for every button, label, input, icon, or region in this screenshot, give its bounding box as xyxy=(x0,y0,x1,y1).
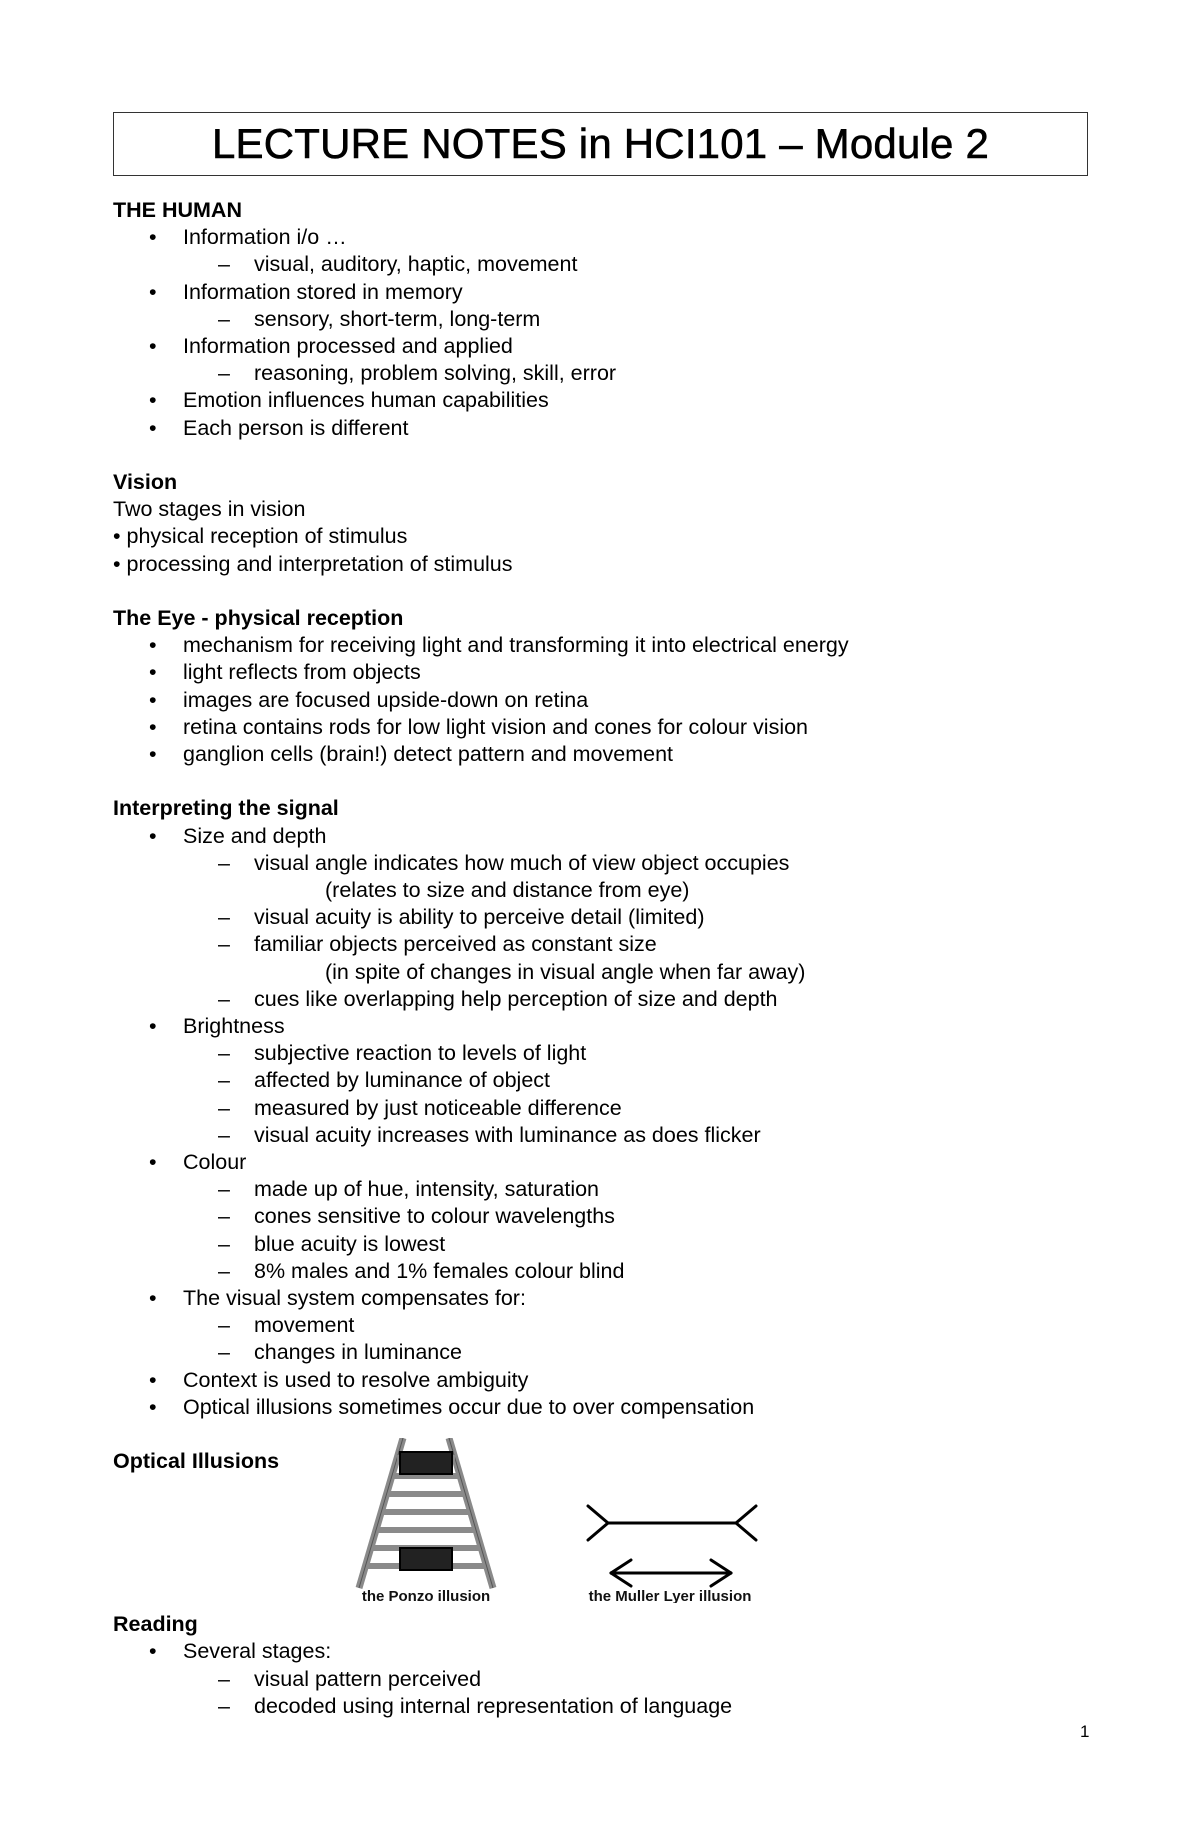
sub-bullet-item: – subjective reaction to levels of light xyxy=(113,1040,1088,1067)
bullet-item: • Information i/o … xyxy=(113,224,1088,251)
bullet-item: • mechanism for receiving light and transforming it into electrical energy xyxy=(113,632,1088,659)
sub-bullet-item: – changes in luminance xyxy=(113,1339,1088,1366)
bullet-item: • Optical illusions sometimes occur due to over compensation xyxy=(113,1394,1088,1421)
sub-bullet-note: (relates to size and distance from eye) xyxy=(325,878,690,903)
sub-bullet-item: – 8% males and 1% females colour blind xyxy=(113,1258,1088,1285)
bullet-item: • Context is used to resolve ambiguity xyxy=(113,1367,1088,1394)
paragraph-line: • physical reception of stimulus xyxy=(113,524,408,549)
notes-content xyxy=(113,197,1088,1720)
bullet-item: • The visual system compensates for: xyxy=(113,1285,1088,1312)
section-heading-signal: Interpreting the signal xyxy=(113,796,339,821)
ponzo-caption: the Ponzo illusion xyxy=(361,1588,491,1604)
section-heading-vision: Vision xyxy=(113,470,178,495)
page-number: 1 xyxy=(1080,1722,1090,1741)
sub-bullet-item: – cones sensitive to colour wavelengths xyxy=(113,1203,1088,1230)
bullet-item: • Emotion influences human capabilities xyxy=(113,387,1088,414)
bullet-item: • Information stored in memory xyxy=(113,279,1088,306)
sub-bullet-item: – visual, auditory, haptic, movement xyxy=(113,251,1088,278)
bullet-item: • Brightness xyxy=(113,1013,1088,1040)
bullet-item: • light reflects from objects xyxy=(113,659,1088,686)
title-box xyxy=(113,112,1088,176)
muller-lyer-illusion-figure xyxy=(586,1493,786,1603)
sub-bullet-item: – cues like overlapping help perception of size and depth xyxy=(113,986,1088,1013)
ponzo-illusion-figure xyxy=(341,1438,511,1603)
sub-bullet-item: – blue acuity is lowest xyxy=(113,1231,1088,1258)
muller-lyer-caption: the Muller Lyer illusion xyxy=(588,1588,752,1604)
paragraph-line: • processing and interpretation of stimulus xyxy=(113,551,513,576)
bullet-item: • Information processed and applied xyxy=(113,333,1088,360)
page-title: LECTURE NOTES in HCI101 – Module 2 xyxy=(211,120,990,167)
bullet-item: • Size and depth xyxy=(113,823,1088,850)
sub-bullet-item: – measured by just noticeable difference xyxy=(113,1095,1088,1122)
bullet-item: • retina contains rods for low light vision and cones for colour vision xyxy=(113,714,1088,741)
sub-bullet-item: – familiar objects perceived as constant size xyxy=(113,931,1088,958)
optical-illusions-block xyxy=(113,1448,1088,1611)
sub-bullet-item: – movement xyxy=(113,1312,1088,1339)
section-heading-eye: The Eye - physical reception xyxy=(113,606,404,631)
sub-bullet-item: – visual acuity is ability to perceive detail (limited) xyxy=(113,904,1088,931)
bullet-item: • Several stages: xyxy=(113,1638,1088,1665)
section-heading-reading: Reading xyxy=(113,1612,198,1637)
sub-bullet-item: – decoded using internal representation of language xyxy=(113,1693,1088,1720)
bullet-item: • Colour xyxy=(113,1149,1088,1176)
sub-bullet-item: – reasoning, problem solving, skill, error xyxy=(113,360,1088,387)
bullet-item: • ganglion cells (brain!) detect pattern and movement xyxy=(113,741,1088,768)
bullet-item: • images are focused upside-down on retina xyxy=(113,687,1088,714)
sub-bullet-note: (in spite of changes in visual angle when far away) xyxy=(325,959,806,984)
document-page xyxy=(113,112,1088,1720)
section-heading-human: THE HUMAN xyxy=(113,198,242,222)
bullet-item: • Each person is different xyxy=(113,415,1088,442)
sub-bullet-item: – visual pattern perceived xyxy=(113,1666,1088,1693)
sub-bullet-item: – sensory, short-term, long-term xyxy=(113,306,1088,333)
sub-bullet-item: – visual angle indicates how much of view object occupies xyxy=(113,850,1088,877)
sub-bullet-item: – made up of hue, intensity, saturation xyxy=(113,1176,1088,1203)
sub-bullet-item: – visual acuity increases with luminance as does flicker xyxy=(113,1122,1088,1149)
paragraph-line: Two stages in vision xyxy=(113,497,306,522)
section-heading-illusions: Optical Illusions xyxy=(113,1449,280,1474)
sub-bullet-item: – affected by luminance of object xyxy=(113,1067,1088,1094)
